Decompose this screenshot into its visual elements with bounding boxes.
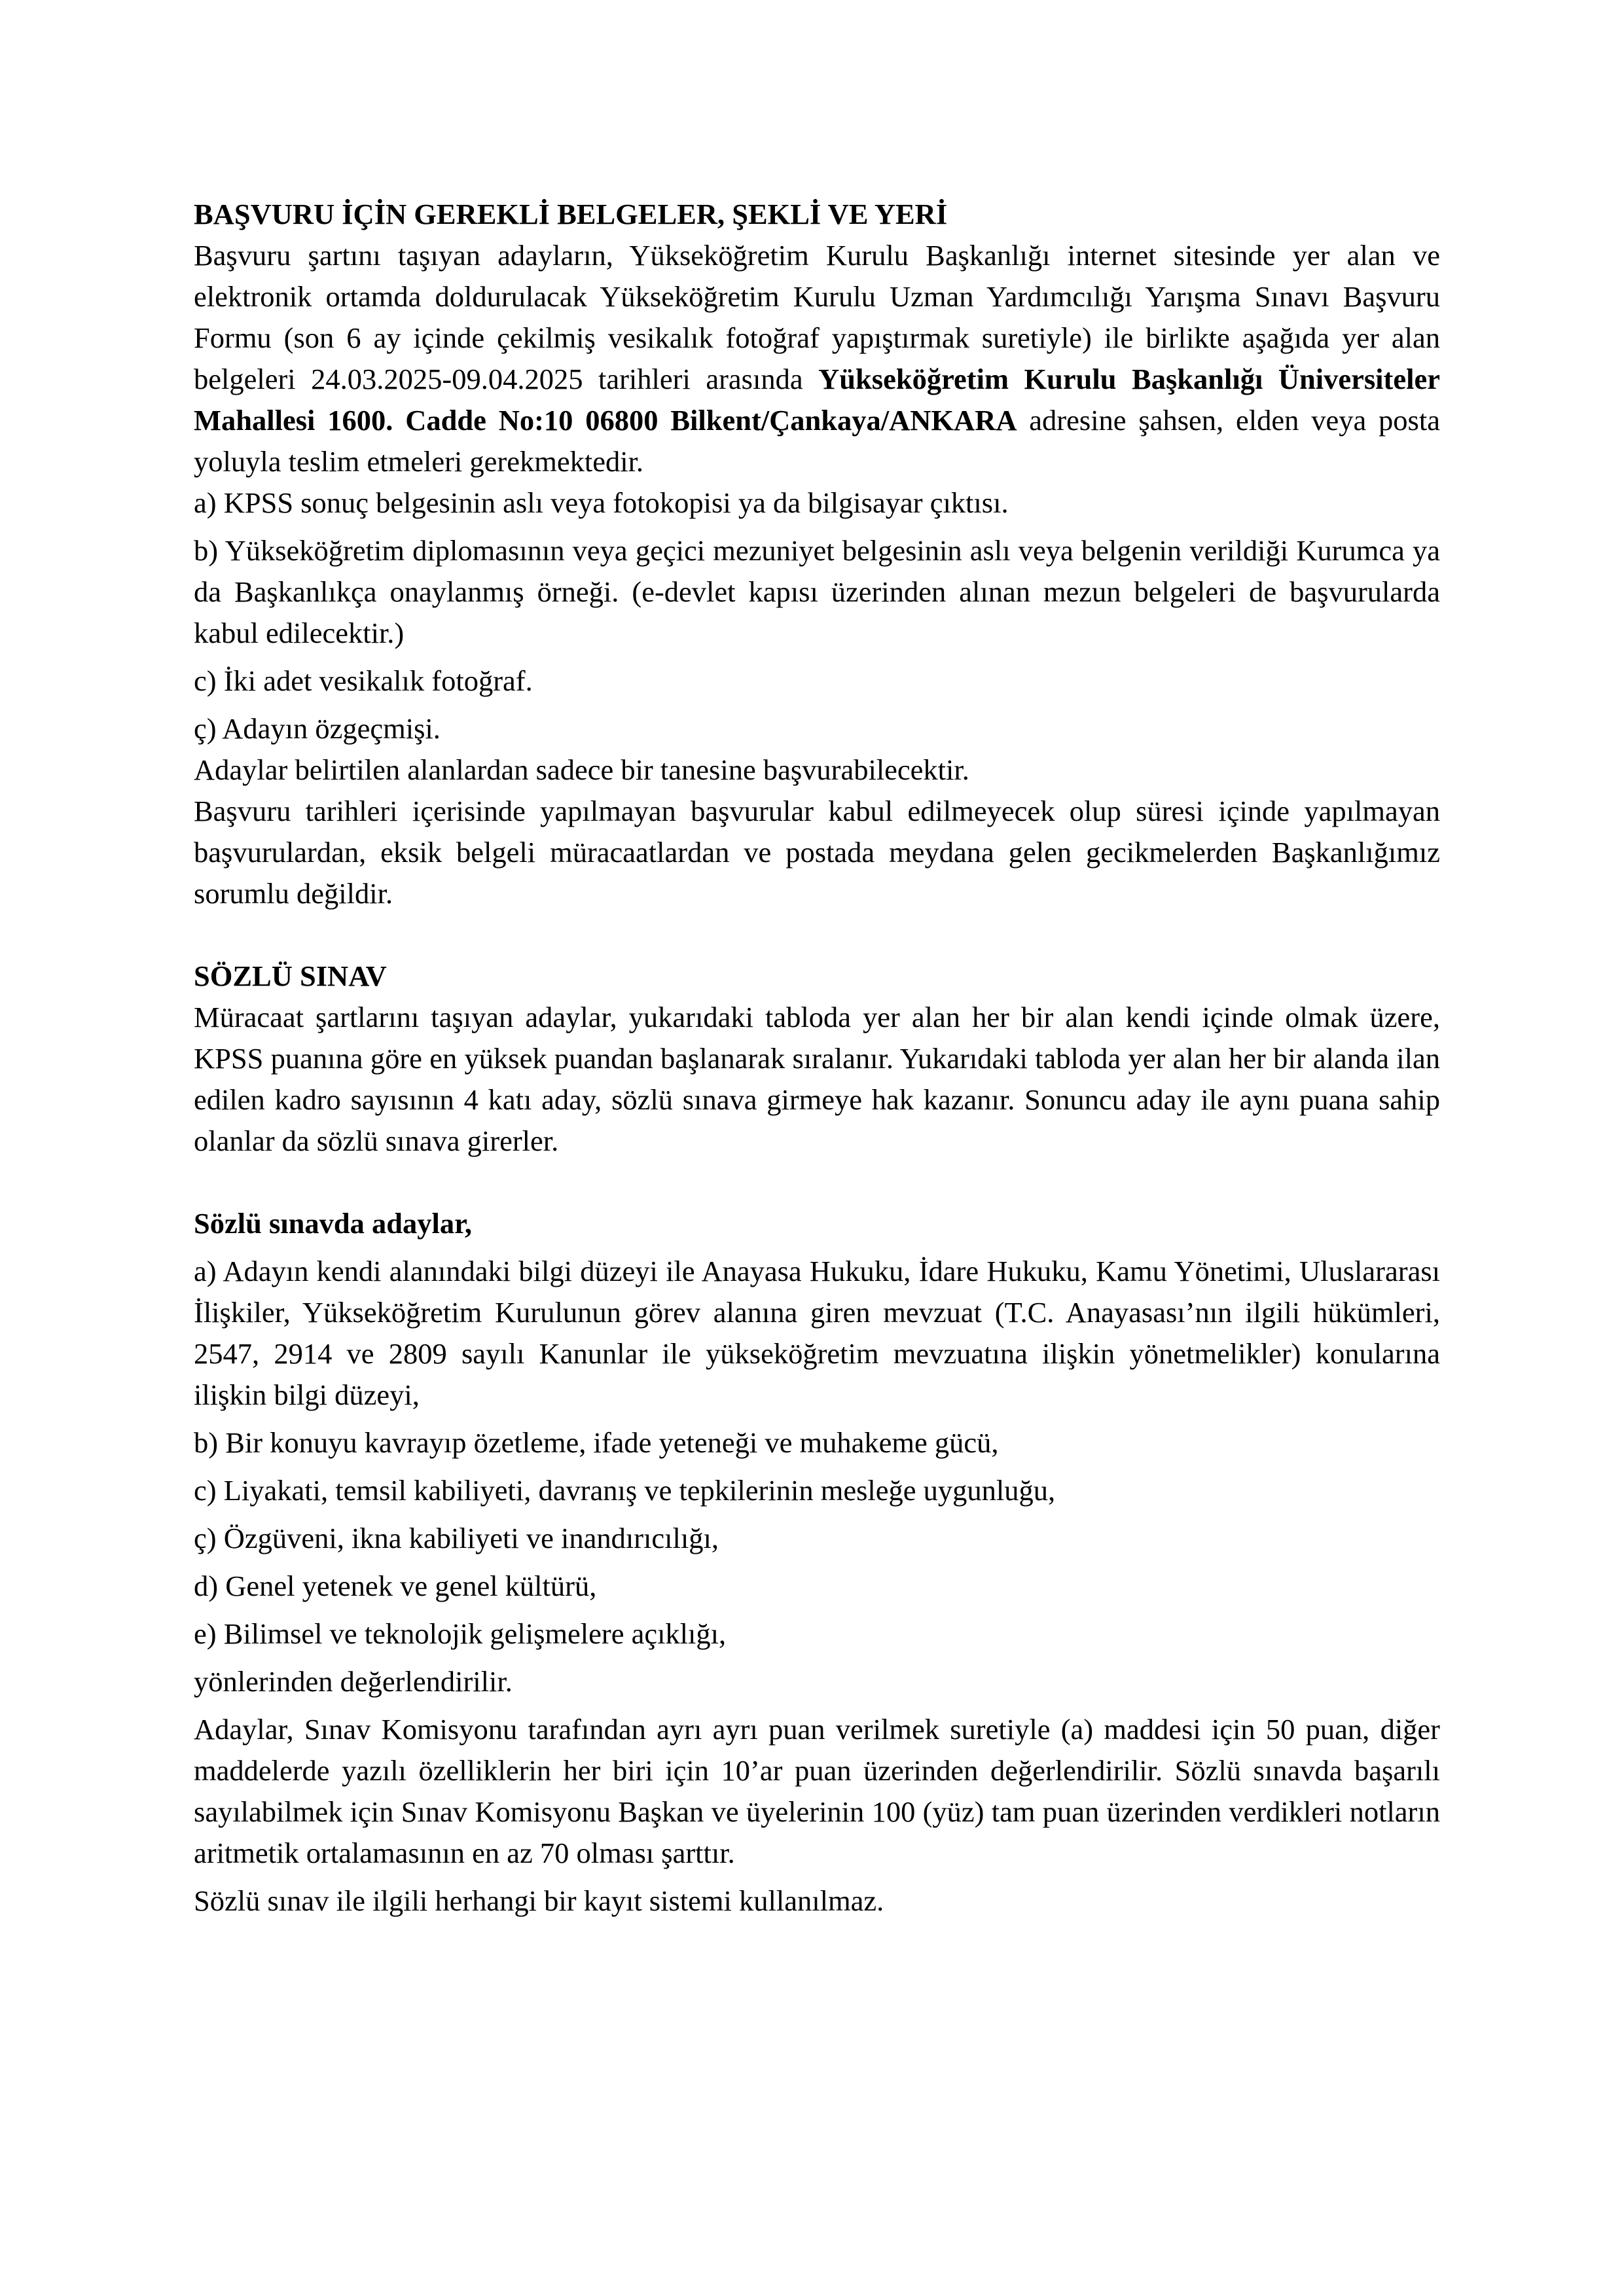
criteria-closing: yönlerinden değerlendirilir. [194, 1665, 513, 1698]
criteria-item: e) Bilimsel ve teknolojik gelişmelere açıklığı, [194, 1617, 727, 1650]
application-note: Adaylar belirtilen alanlardan sadece bir tanesine başvurabilecektir. [194, 753, 969, 786]
section-title-oral-exam: SÖZLÜ SINAV [194, 960, 387, 992]
application-disclaimer: Başvuru tarihleri içerisinde yapılmayan başvurular kabul edilmeyecek olup süresi içinde yapılmayan başvurulardan, eksik belgeli müracaatlardan ve postada meydana gelen gecikmelerden Başkanlığımız sorumlu değildir. [194, 795, 1440, 910]
criteria-item: ç) Özgüveni, ikna kabiliyeti ve inandırıcılığı, [194, 1522, 719, 1554]
application-intro-text: Başvuru şartını taşıyan adayların, Yükseköğretim Kurulu Başkanlığı internet sitesinde yer alan ve elektronik ortamda doldurulacak Yükseköğretim Kurulu Uzman Yardımcılığı Yarışma Sınavı Başvuru Formu (son 6 ay içinde çekilmiş vesikalık fotoğraf yapıştırmak suretiyle) ile birlikte aşağıda yer alan belgeleri 24.03.2025-09.04.2025 tarihleri arasında [194, 239, 1440, 395]
document-item: c) İki adet vesikalık fotoğraf. [194, 664, 533, 697]
criteria-item: d) Genel yetenek ve genel kültürü, [194, 1570, 597, 1602]
document-item: b) Yükseköğretim diplomasının veya geçici mezuniyet belgesinin aslı veya belgenin verildiği Kurumca ya da Başkanlıkça onaylanmış örneği. (e-devlet kapısı üzerinden alınan mezun belgeleri de başvurularda kabul edilecektir.) [194, 534, 1440, 649]
application-intro-end: adresine şahsen, elden veya posta yoluyla teslim etmeleri gerekmektedir. [194, 404, 1440, 478]
recording-note: Sözlü sınav ile ilgili herhangi bir kayıt sistemi kullanılmaz. [194, 1884, 884, 1917]
criteria-item: b) Bir konuyu kavrayıp özetleme, ifade yeteneği ve muhakeme gücü, [194, 1426, 999, 1459]
application-intro [194, 235, 1440, 482]
document-page [194, 194, 1440, 1922]
oral-exam-body: Müracaat şartlarını taşıyan adaylar, yukarıdaki tabloda yer alan her bir alan kendi içinde olmak üzere, KPSS puanına göre en yüksek puandan başlanarak sıralanır. Yukarıdaki tabloda yer alan her bir alanda ilan edilen kadro sayısının 4 katı aday, sözlü sınava girmeye hak kazanır. Sonuncu aday ile aynı puana sahip olanlar da sözlü sınava girerler. [194, 1001, 1440, 1157]
document-item: ç) Adayın özgeçmişi. [194, 712, 441, 745]
section-title-oral-criteria: Sözlü sınavda adaylar, [194, 1207, 472, 1240]
criteria-item: c) Liyakati, temsil kabiliyeti, davranış ve tepkilerinin mesleğe uygunluğu, [194, 1474, 1056, 1507]
document-item: a) KPSS sonuç belgesinin aslı veya fotokopisi ya da bilgisayar çıktısı. [194, 486, 1009, 519]
section-title-application: BAŞVURU İÇİN GEREKLİ BELGELER, ŞEKLİ VE YERİ [194, 198, 948, 230]
criteria-item: a) Adayın kendi alanındaki bilgi düzeyi ile Anayasa Hukuku, İdare Hukuku, Kamu Yönetimi, Uluslararası İlişkiler, Yükseköğretim Kurulunun görev alanına giren mevzuat (T.C. Anayasası’nın ilgili hükümleri, 2547, 2914 ve 2809 sayılı Kanunlar ile yükseköğretim mevzuatına ilişkin yönetmelikler) konularına ilişkin bilgi düzeyi, [194, 1255, 1440, 1411]
scoring-text: Adaylar, Sınav Komisyonu tarafından ayrı ayrı puan verilmek suretiyle (a) maddesi için 50 puan, diğer maddelerde yazılı özelliklerin her biri için 10’ar puan üzerinden değerlendirilir. Sözlü sınavda başarılı sayılabilmek için Sınav Komisyonu Başkan ve üyelerinin 100 (yüz) tam puan üzerinden verdikleri notların aritmetik ortalamasının en az 70 olması şarttır. [194, 1713, 1440, 1869]
application-address: Yükseköğretim Kurulu Başkanlığı Üniversiteler Mahallesi 1600. Cadde No:10 06800 Bilkent/Çankaya/ANKARA [194, 363, 1440, 437]
